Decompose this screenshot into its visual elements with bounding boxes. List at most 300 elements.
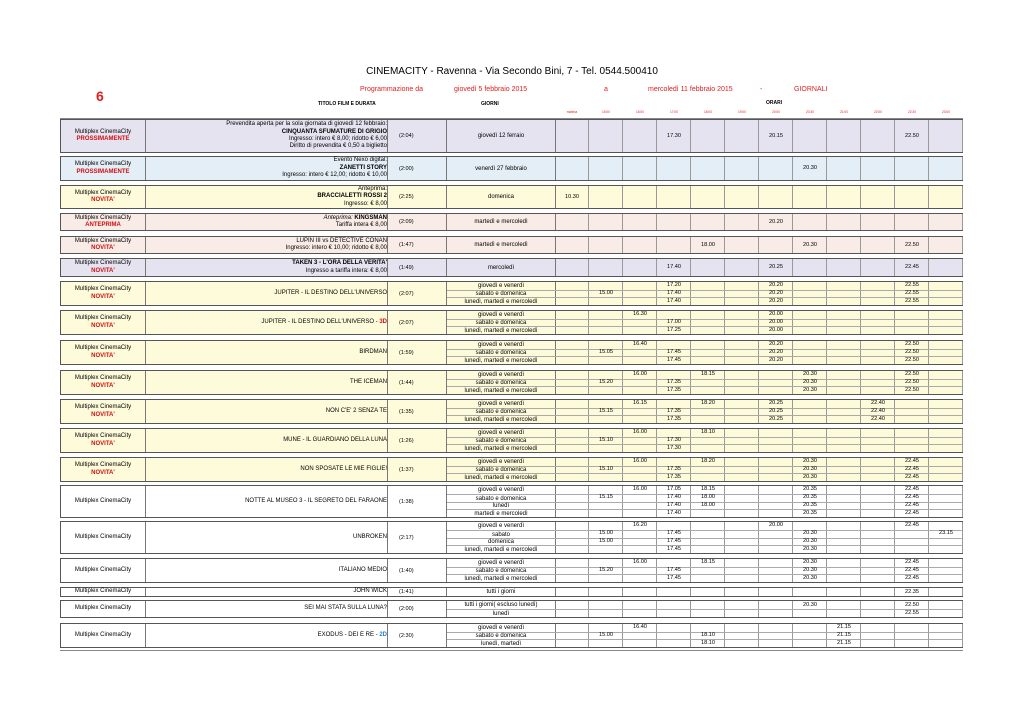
days-cell — [447, 624, 556, 647]
slot-column — [691, 588, 725, 596]
day-label: martedì e mercoledì — [474, 242, 528, 248]
slot-column — [793, 259, 827, 276]
cinema-name: Multiplex CinemaCity — [74, 533, 132, 540]
showtime: 15.10 — [599, 466, 613, 472]
slot-column — [657, 157, 691, 180]
title-line: BRACCIALETTI ROSSI 2 — [317, 193, 387, 200]
column-header-giorni: GIORNI — [481, 101, 499, 107]
title-cell — [145, 429, 388, 452]
slot-column — [657, 214, 691, 230]
days-cell — [447, 282, 556, 305]
showtime: 22.55 — [905, 297, 919, 304]
showtime: 17.35 — [667, 466, 681, 472]
showtimes-grid — [555, 400, 962, 423]
status-badge: PROSSIMAMENTE — [76, 168, 130, 175]
showtime: 22.45 — [905, 501, 919, 508]
cinema-cell — [61, 282, 146, 305]
cinema-name: Multiplex CinemaCity — [74, 404, 132, 410]
showtimes-grid — [555, 458, 962, 481]
showtime: 18.10 — [701, 639, 715, 646]
slot-column — [793, 186, 827, 208]
duration-cell: (1:49) — [387, 259, 447, 276]
showtimes-grid — [555, 559, 962, 582]
showtime: 22.50 — [905, 379, 919, 385]
slot-column — [929, 311, 963, 334]
showtime: 16.00 — [633, 458, 647, 465]
days-cell — [447, 522, 556, 553]
slot-column — [793, 429, 827, 452]
slot-column — [895, 214, 929, 230]
slot-column — [555, 214, 589, 230]
slot-column — [555, 282, 589, 305]
showtime: 20.00 — [769, 311, 783, 318]
duration-cell: (2:17) — [387, 522, 447, 553]
slot-column — [861, 282, 895, 305]
day-label: lunedì, martedì e mercoledì — [447, 356, 555, 365]
day-label: lunedì, martedì e mercoledì — [447, 444, 555, 453]
day-label: domenica — [447, 538, 555, 547]
title-cell — [145, 559, 388, 582]
day-label: sabato — [447, 530, 555, 539]
movie-row — [60, 623, 963, 648]
showtime: 15.10 — [599, 437, 613, 443]
slot-column — [861, 214, 895, 230]
movie-row — [60, 558, 963, 583]
slot-column — [793, 588, 827, 596]
showtime: 15.20 — [599, 379, 613, 385]
showtime: 17.20 — [667, 282, 681, 289]
duration-cell: (2:25) — [387, 186, 447, 208]
title-cell — [145, 282, 388, 305]
showtime: 20.20 — [769, 282, 783, 289]
slot-column — [861, 371, 895, 394]
showtime: 20.20 — [769, 290, 783, 296]
day-label: giovedì 12 ferraio — [477, 133, 525, 139]
showtime: 22.45 — [905, 509, 919, 516]
showtime: 22.45 — [905, 486, 919, 493]
showtime: 16.00 — [633, 559, 647, 566]
cinema-name: Multiplex CinemaCity — [74, 161, 132, 167]
cinema-name: Multiplex CinemaCity — [74, 128, 132, 135]
slot-column — [657, 624, 691, 647]
showtimes-grid — [555, 522, 962, 553]
showtime: 22.55 — [905, 609, 919, 616]
status-badge: NOVITA' — [91, 411, 115, 418]
title-cell — [145, 371, 388, 394]
showtime: 17.45 — [667, 537, 681, 544]
slot-column — [895, 624, 929, 647]
showtime: 22.45 — [905, 494, 919, 501]
showtime: 15.00 — [599, 530, 613, 537]
slot-column — [861, 341, 895, 364]
showtime: 15.00 — [599, 632, 613, 638]
title-cell — [145, 186, 388, 208]
movie-row — [60, 340, 963, 365]
day-label: lunedì, martedì e mercoledì — [447, 545, 555, 554]
title-line: Prevendita aperta per la sola giornata di giovedì 12 febbraio: — [226, 121, 387, 128]
duration-cell: (1:44) — [387, 371, 447, 394]
status-badge: NOVITA' — [91, 293, 115, 300]
showtime: 17.35 — [667, 386, 681, 393]
showtimes-grid — [555, 588, 962, 596]
slot-column — [793, 282, 827, 305]
cinema-name: Multiplex CinemaCity — [74, 566, 132, 573]
cinema-name: Multiplex CinemaCity — [74, 286, 132, 292]
cinema-cell — [61, 371, 146, 394]
showtime: 17.40 — [667, 509, 681, 516]
movie-row — [60, 119, 963, 153]
programmazione-label: Programmazione da — [360, 86, 424, 93]
day-label: martedì e mercoledì — [474, 219, 528, 225]
slot-column — [827, 588, 861, 596]
slot-column — [555, 311, 589, 334]
showtime: 20.30 — [803, 473, 817, 480]
slot-column — [861, 157, 895, 180]
showtime: 18.20 — [701, 458, 715, 465]
cinema-name: Multiplex CinemaCity — [74, 315, 132, 321]
slot-column — [827, 371, 861, 394]
cinema-cell — [61, 259, 146, 276]
days-cell — [447, 259, 556, 276]
showtime: 17.45 — [667, 567, 681, 573]
showtime: 20.20 — [769, 356, 783, 363]
slot-column — [555, 120, 589, 152]
title-cell — [145, 157, 388, 180]
showtime: 18.15 — [701, 371, 715, 378]
time-slot-label: mattina — [566, 110, 578, 114]
date-to: mercoledì 11 febbraio 2015 — [648, 86, 733, 93]
title-line: Evento Nexo digital: — [333, 157, 387, 164]
slot-column — [725, 214, 759, 230]
slot-column — [725, 371, 759, 394]
showtimes-grid — [555, 624, 962, 647]
duration-cell: (1:37) — [387, 458, 447, 481]
day-label: lunedì — [447, 609, 555, 618]
showtime: 22.50 — [905, 386, 919, 393]
day-label: martedì e mercoledì — [447, 509, 555, 518]
cinema-cell — [61, 522, 146, 553]
title-line: Diritto di prevendita € 0,50 a biglietto — [289, 143, 387, 150]
days-cell — [447, 601, 556, 617]
day-label: giovedì e venerdì — [477, 522, 525, 529]
cinema-name: Multiplex CinemaCity — [74, 462, 132, 468]
slot-column — [555, 157, 589, 180]
showtime: 22.45 — [905, 473, 919, 480]
day-label: giovedì e venerdì — [477, 371, 525, 378]
slot-column — [759, 588, 793, 596]
slot-column — [691, 120, 725, 152]
showtime: 17.40 — [667, 290, 681, 296]
showtime: 15.05 — [599, 349, 613, 355]
showtime: 15.15 — [599, 408, 613, 414]
showtime: 16.20 — [633, 522, 647, 529]
slot-column — [759, 237, 793, 253]
slot-column — [827, 157, 861, 180]
slot-column — [793, 214, 827, 230]
showtime: 21.15 — [837, 639, 851, 646]
slot-column — [759, 186, 793, 208]
format-badge: 3D — [379, 318, 387, 325]
page-title: CINEMACITY - Ravenna - Via Secondo Bini, 7 - Tel. 0544.500410 — [366, 66, 658, 77]
movie-row — [60, 213, 963, 231]
movie-row — [60, 428, 963, 453]
slot-column — [759, 371, 793, 394]
showtime: 17.40 — [667, 297, 681, 304]
showtime: 20.30 — [803, 241, 817, 248]
title-line: LUPIN III vs DETECTIVE CONAN — [296, 237, 387, 244]
duration-cell: (1:47) — [387, 237, 447, 253]
duration-cell: (2:04) — [387, 120, 447, 152]
showtime: 16.40 — [633, 624, 647, 631]
showtime: 20.00 — [769, 319, 783, 325]
slot-column — [691, 259, 725, 276]
slot-column — [929, 429, 963, 452]
title-cell — [145, 120, 388, 152]
status-badge: NOVITA' — [91, 197, 115, 203]
showtime: 17.35 — [667, 379, 681, 385]
cinema-name: Multiplex CinemaCity — [74, 237, 132, 244]
time-slot-header — [555, 110, 963, 116]
day-label: sabato e domenica — [447, 319, 555, 328]
showtimes-grid — [555, 341, 962, 364]
showtimes-grid — [555, 214, 962, 230]
showtime: 22.50 — [905, 601, 919, 608]
day-label: lunedì, martedì e mercoledì — [447, 297, 555, 306]
title-line: ITALIANO MEDIO — [338, 566, 387, 573]
showtime: 20.30 — [803, 371, 817, 378]
slot-column — [759, 157, 793, 180]
title-line: Ingresso: intero € 12,00; ridotto € 10,00 — [282, 172, 387, 179]
slot-column — [623, 186, 657, 208]
title-line: SEI MAI STATA SULLA LUNA? — [304, 605, 387, 612]
title-line: UNBROKEN — [352, 533, 387, 540]
cinema-cell — [61, 214, 146, 230]
showtime: 15.20 — [599, 567, 613, 573]
showtime: 22.50 — [905, 341, 919, 348]
cinema-cell — [61, 559, 146, 582]
cinema-name: Multiplex CinemaCity — [74, 214, 132, 221]
title-line: CINQUANTA SFUMATURE DI GRIGIO — [281, 128, 387, 135]
showtime: 20.35 — [803, 486, 817, 493]
slot-column — [929, 186, 963, 208]
slot-column — [895, 186, 929, 208]
showtime: 17.40 — [667, 501, 681, 508]
showtime: 21.15 — [837, 624, 851, 631]
showtime: 17.40 — [667, 264, 681, 270]
showtime: 20.30 — [803, 567, 817, 573]
showtime: 20.30 — [803, 466, 817, 472]
showtime: 20.30 — [803, 545, 817, 552]
cinema-name: Multiplex CinemaCity — [74, 189, 132, 196]
showtime: 22.45 — [905, 466, 919, 472]
cinema-name: Multiplex CinemaCity — [74, 345, 132, 351]
days-cell — [447, 400, 556, 423]
movie-row — [60, 185, 963, 209]
title-line: THE ICEMAN — [349, 378, 387, 385]
showtime: 20.30 — [803, 386, 817, 393]
showtime: 22.50 — [905, 371, 919, 378]
showtime: 20.30 — [803, 574, 817, 581]
slot-column — [691, 214, 725, 230]
days-cell — [447, 120, 556, 152]
slot-column — [691, 157, 725, 180]
movie-row — [60, 370, 963, 395]
slot-column — [861, 588, 895, 596]
showtime: 20.30 — [803, 458, 817, 465]
day-label: sabato e domenica — [447, 466, 555, 475]
title-line: JUPITER - IL DESTINO DELL'UNIVERSO — [274, 289, 387, 296]
duration-cell: (2:07) — [387, 311, 447, 334]
day-label: sabato e domenica — [447, 379, 555, 388]
slot-column — [759, 624, 793, 647]
slot-column — [929, 214, 963, 230]
slot-column — [929, 259, 963, 276]
days-cell — [447, 214, 556, 230]
showtime: 17.40 — [667, 494, 681, 501]
time-slot-label: 20:00 — [772, 110, 780, 114]
title-cell — [145, 624, 388, 647]
movie-row — [60, 457, 963, 482]
slot-column — [691, 311, 725, 334]
slot-row-divider — [555, 639, 962, 640]
slot-column — [657, 237, 691, 253]
slot-column — [861, 237, 895, 253]
cinema-cell — [61, 237, 146, 253]
showtime: 22.45 — [905, 559, 919, 566]
slot-column — [555, 588, 589, 596]
showtime: 18.10 — [701, 632, 715, 638]
status-badge: NOVITA' — [91, 245, 115, 251]
days-cell — [447, 458, 556, 481]
slot-column — [895, 157, 929, 180]
showtime: 22.35 — [905, 588, 919, 595]
showtime: 16.00 — [633, 486, 647, 493]
days-cell — [447, 429, 556, 452]
showtime: 22.40 — [871, 415, 885, 422]
slot-column — [929, 371, 963, 394]
showtime: 22.45 — [905, 567, 919, 573]
slot-column — [929, 458, 963, 481]
slot-column — [861, 120, 895, 152]
title-cell — [145, 237, 388, 253]
days-cell — [447, 371, 556, 394]
slot-column — [691, 341, 725, 364]
showtimes-grid — [555, 120, 962, 152]
showtime: 20.25 — [769, 408, 783, 414]
slot-column — [725, 341, 759, 364]
column-header-orari: ORARI — [766, 100, 783, 106]
slot-column — [657, 588, 691, 596]
showtime: 18.20 — [701, 400, 715, 407]
showtime: 17.00 — [667, 319, 681, 325]
cinema-name: Multiplex CinemaCity — [74, 605, 132, 612]
status-badge: NOVITA' — [91, 267, 115, 274]
slot-column — [929, 588, 963, 596]
time-slot-label: 18:00 — [704, 110, 712, 114]
slot-column — [691, 186, 725, 208]
movie-row — [60, 485, 963, 518]
showtimes-grid — [555, 486, 962, 517]
slot-column — [725, 429, 759, 452]
movie-row — [60, 600, 963, 618]
showtime: 22.50 — [905, 241, 919, 248]
slot-column — [555, 429, 589, 452]
movie-row — [60, 258, 963, 277]
showtime: 17.35 — [667, 473, 681, 480]
day-label: tutti i giorni( escluso lunedì) — [464, 602, 538, 608]
days-cell — [447, 157, 556, 180]
day-label: sabato e domenica — [447, 632, 555, 641]
showtime: 17.30 — [667, 132, 681, 139]
title-cell — [145, 400, 388, 423]
time-slot-label: 15:00 — [602, 110, 610, 114]
showtime: 17.05 — [667, 486, 681, 493]
slot-column — [623, 282, 657, 305]
title-line: ZANETTI STORY — [339, 164, 387, 171]
showtimes-grid — [555, 601, 962, 617]
slot-column — [861, 186, 895, 208]
day-label: lunedì, martedì — [447, 639, 555, 648]
slot-column — [725, 259, 759, 276]
slot-column — [725, 157, 759, 180]
slot-column — [827, 120, 861, 152]
format-badge: 2D — [379, 631, 387, 638]
slot-column — [589, 186, 623, 208]
title-line: NON C'E' 2 SENZA TE — [325, 407, 387, 414]
title-line: NOTTE AL MUSEO 3 - IL SEGRETO DEL FARAONE — [245, 497, 387, 504]
date-from: giovedì 5 febbraio 2015 — [454, 86, 528, 93]
slot-column — [725, 400, 759, 423]
slot-column — [589, 214, 623, 230]
cinema-name: Multiplex CinemaCity — [74, 260, 132, 266]
showtimes-grid — [555, 237, 962, 253]
showtime: 22.45 — [905, 522, 919, 529]
showtime: 20.25 — [769, 415, 783, 422]
days-cell — [447, 486, 556, 517]
showtimes-grid — [555, 282, 962, 305]
showtimes-grid — [555, 311, 962, 334]
slot-column — [589, 120, 623, 152]
showtime: 18.15 — [701, 486, 715, 493]
slot-column — [827, 400, 861, 423]
slot-column — [861, 458, 895, 481]
slot-column — [827, 237, 861, 253]
showtime: 22.45 — [905, 574, 919, 581]
showtime: 16.00 — [633, 429, 647, 436]
status-badge: NOVITA' — [91, 469, 115, 476]
movie-row — [60, 399, 963, 424]
slot-column — [929, 341, 963, 364]
day-label: lunedì, martedì e mercoledì — [447, 326, 555, 335]
day-label: lunedì — [447, 502, 555, 511]
title-cell — [145, 458, 388, 481]
showtime: 17.45 — [667, 530, 681, 537]
slot-column — [555, 559, 589, 582]
day-label: sabato e domenica — [447, 437, 555, 446]
slot-column — [657, 186, 691, 208]
duration-cell: (2:00) — [387, 157, 447, 180]
day-label: sabato e domenica — [447, 408, 555, 417]
showtime: 22.50 — [905, 132, 919, 139]
slot-column — [929, 237, 963, 253]
showtime: 16.40 — [633, 341, 647, 348]
slot-column — [827, 259, 861, 276]
slot-column — [725, 120, 759, 152]
duration-cell: (1:41) — [387, 588, 447, 596]
showtime: 22.45 — [905, 264, 919, 270]
cinema-name: Multiplex CinemaCity — [74, 497, 132, 504]
slot-column — [929, 120, 963, 152]
